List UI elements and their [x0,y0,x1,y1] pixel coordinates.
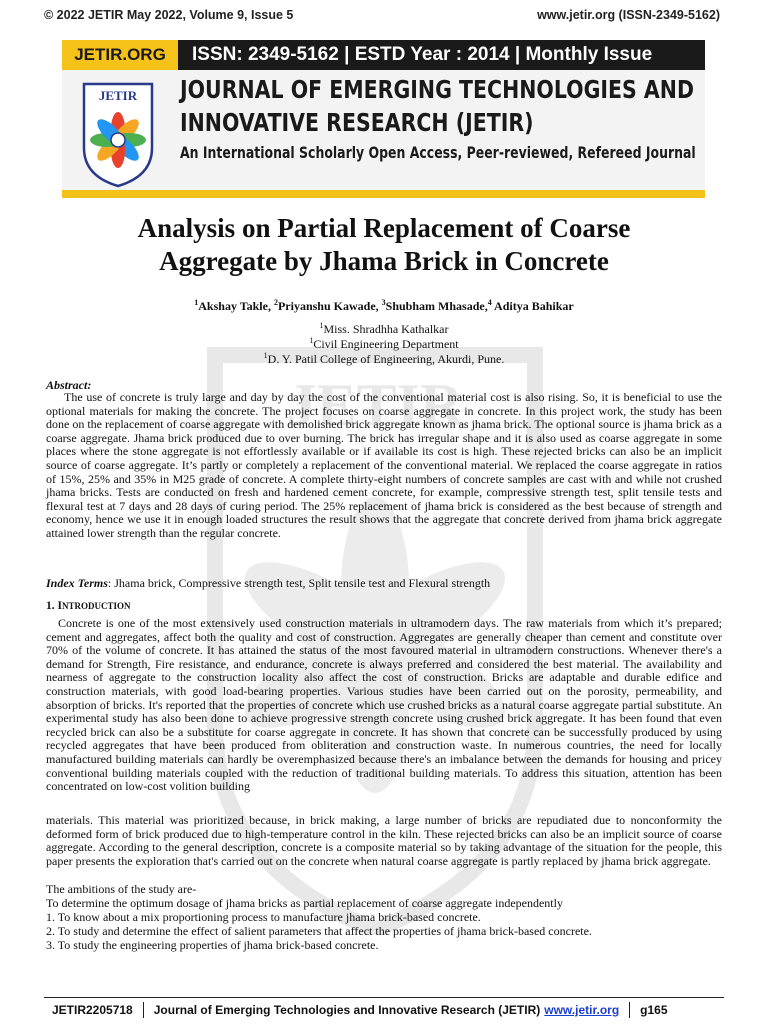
affiliation-line [60,348,708,367]
paper-title-line1: Analysis on Partial Replacement of Coarse [137,213,631,243]
banner-bottom-strip [62,190,705,198]
section-heading-number: 1. I [46,600,62,612]
author-name: Akshay Takle, [198,299,274,313]
issue-info: © 2022 JETIR May 2022, Volume 9, Issue 5 [44,8,294,22]
index-terms-label: Index Terms [46,576,108,590]
author-list [60,298,708,314]
index-terms [46,576,490,591]
journal-title [180,73,694,139]
journal-url-issn: www.jetir.org (ISSN-2349-5162) [537,8,720,22]
journal-title-line2: INNOVATIVE RESEARCH (JETIR) [180,108,534,137]
affiliation-text: Civil Engineering Department [313,337,459,351]
index-terms-text: : Jhama brick, Compressive strength test, Split tensile test and Flexural strength [107,576,491,590]
author-sup: 4 [487,298,492,307]
footer-journal-name: Journal of Emerging Technologies and Innovative Research (JETIR) [153,1003,541,1017]
issn-line: ISSN: 2349-5162 | ESTD Year : 2014 | Monthly Issue [192,44,653,65]
abstract-label: Abstract: [46,378,92,392]
ambition-item: 1. To know about a mix proportioning process to manufacture jhama brick-based concrete. [46,910,481,924]
section-heading-rest: NTRODUCTION [61,601,131,611]
affiliation-sup: 1 [263,351,268,360]
footer-divider [629,1002,630,1018]
paper-title-line2: Aggregate by Jhama Brick in Concrete [159,246,609,276]
paper-title [60,212,708,278]
author-sup: 2 [273,298,278,307]
affiliation-sup: 1 [309,336,314,345]
journal-subtitle: An International Scholarly Open Access, Peer-reviewed, Refereed Journal [180,143,696,162]
watermark-text: JETIR [286,372,464,438]
org-tag: JETIR.ORG [62,40,178,70]
journal-title-line1: JOURNAL OF EMERGING TECHNOLOGIES AND [180,75,694,104]
paper-id: JETIR2205718 [52,1003,133,1017]
section-heading [46,600,131,612]
author-sup: 3 [381,298,386,307]
author-sup: 1 [194,298,199,307]
author-name: Aditya Bahikar [491,299,574,313]
affiliation-text: D. Y. Patil College of Engineering, Akurdi, Pune. [267,352,505,366]
abstract-text: The use of concrete is truly large and day by day the cost of the conventional material cost is also rising. So, it is beneficial to use the optional materials for making the concrete. The project focuses on coarse aggregate in concrete. In this project work, the study has been done on the replacement of coarse aggregate with demolished brick aggregate known as jhama brick. The optional source is jhama brick as a coarse aggregate. Jhama brick produced due to over burning. The brick has irregular shape and it is also used as coarse aggregate in some places where the stone aggregate is not effortlessly available or if available its cost is high. These rejected bricks can also be an implicit source of coarse aggregate. It’s partly or completely a replacement of the conventional material. We replaced the coarse aggregate in ratios of 15%, 25% and 35% in M25 grade of concrete. A complete thirty-eight numbers of concrete samples are cast with and while not crushed jhama bricks. Tests are conducted on fresh and hardened cement concrete, for example, compressive strength test, split tensile tests and flexural test at 7 days and 28 days of curing period. The 25% replacement of jhama brick is considered as the best because of strength and economy, hence we use it in enough loaded structures the result shows that the aggregate that concrete derived from jhama brick aggregate attained lower strength than the regular concrete. [46,390,722,540]
journal-banner [62,40,705,198]
logo-text: JETIR [98,88,138,103]
ambition-item: 3. To study the engineering properties of jhama brick-based concrete. [46,938,379,952]
author-name: Priyanshu Kawade, [277,299,382,313]
jetir-logo [76,78,160,190]
page-header [0,0,768,30]
page-footer [44,997,724,1022]
ambition-item: To determine the optimum dosage of jhama bricks as partial replacement of coarse aggregate independently [46,896,563,910]
affiliation-text: Miss. Shradhha Kathalkar [323,322,449,336]
footer-url-link[interactable]: www.jetir.org [544,1003,620,1017]
ambition-item: 2. To study and determine the effect of salient parameters that affect the properties of jhama brick-based concrete. [46,924,592,938]
footer-divider [143,1002,144,1018]
affiliation-sup: 1 [319,321,324,330]
intro-paragraph-1: Concrete is one of the most extensively used construction materials in ultramodern days. The raw materials from which it’s prepared; cement and aggregates, affect both the quality and cost of construction. Aggregates are generally cheaper than cement and constitute over 70% of the volume of concrete. It has attained the status of the most favoured material in ultramodern constructions. Whenever there's a demand for Strength, Fire resistance, and endurance, concrete is always preferred and considered the best material. The availability and nearness of aggregate to the construction locality also affect the cost of construction. Bricks are adaptable and durable edifice and construction materials, with good load-bearing properties. Various studies have been carried out on the porosity, permeability, and absorption of bricks. It's reported that the properties of concrete which use crushed bricks as a natural coarse aggregate partial substitute. An experimental study has also been done to achieve progressive strength concrete using crushed brick aggregate. It has been found that even recycled brick can also be a substitute for coarse aggregate in concrete. It has shown that concrete can be successfully produced by using recycled aggregates that have been produced from obliteration and construction waste. In numerous countries, the need for locally manufactured building materials can hardly be overemphasized because there's an imbalance between the demands for housing and pricey conventional building materials coupled with the reduction of traditional building materials. To address this situation, attention has been concentrated on low-cost volition building [46,616,722,794]
author-name: Shubham Mhasade, [385,299,488,313]
ambitions-intro: The ambitions of the study are- [46,882,197,896]
page-number: g165 [640,1003,668,1017]
intro-paragraph-2: materials. This material was prioritized because, in brick making, a large number of bricks are repudiated due to nonconformity the deformed form of brick produced due to high-temperature control in the kiln. These rejected bricks can also be an implicit source of coarse aggregate. According to the general description, concrete is a composite material so by taking advantage of the situation for the people, this paper presents the exploration that's carried out on the concrete when natural coarse aggregate is partly replaced by jhama brick aggregate. [46,813,722,868]
